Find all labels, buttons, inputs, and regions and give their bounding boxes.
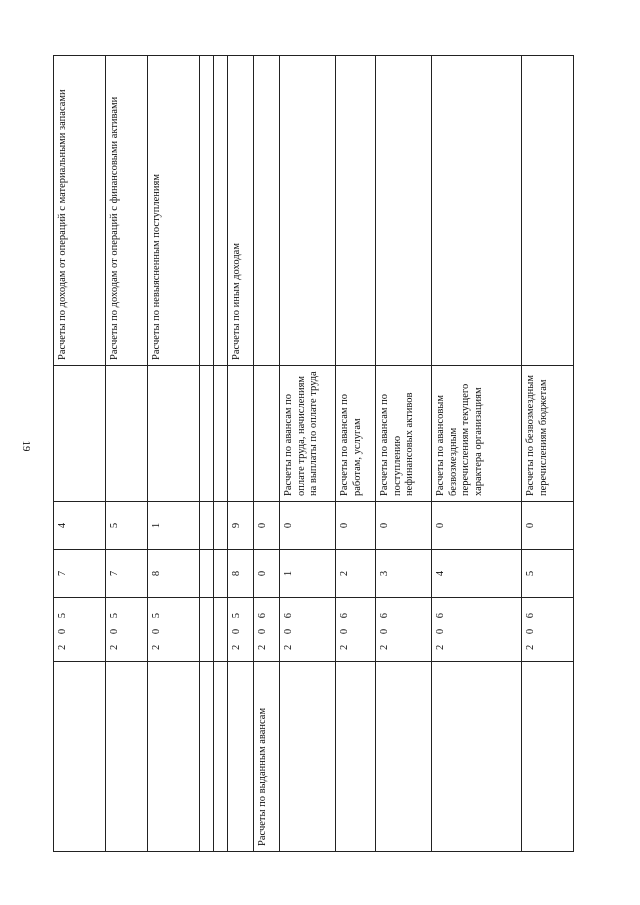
digit-cell: 0: [376, 502, 432, 550]
account-cell: [254, 56, 280, 366]
account-cell: [376, 56, 432, 366]
digit-cell: 0: [254, 550, 280, 598]
code-cell: 2 0 6: [254, 598, 280, 662]
analytic-cell: [228, 366, 254, 502]
account-cell: [280, 56, 336, 366]
table-row: [376, 56, 432, 852]
table-row: [228, 56, 254, 852]
digit-cell: 5: [522, 550, 574, 598]
digit-cell: [200, 502, 214, 550]
table-row: [280, 56, 336, 852]
group-cell: [336, 662, 376, 852]
digit-cell: 9: [228, 502, 254, 550]
table-row: [148, 56, 200, 852]
group-cell: [214, 662, 228, 852]
account-cell: [522, 56, 574, 366]
digit-cell: 8: [148, 550, 200, 598]
digit-cell: 7: [106, 550, 148, 598]
analytic-cell: Расчеты по авансам по поступлению нефинансовых активов: [376, 366, 432, 502]
analytic-cell: Расчеты по безвозмездным перечислениям бюджетам: [522, 366, 574, 502]
analytic-cell: [254, 366, 280, 502]
group-cell: [106, 662, 148, 852]
account-cell: Расчеты по иным доходам: [228, 56, 254, 366]
analytic-cell: Расчеты по авансам по оплате труда, начислениям на выплаты по оплате труда: [280, 366, 336, 502]
code-cell: [200, 598, 214, 662]
code-cell: [214, 598, 228, 662]
analytic-cell: [106, 366, 148, 502]
accounts-table: [53, 55, 574, 852]
table-row: [432, 56, 522, 852]
digit-cell: 0: [254, 502, 280, 550]
group-cell: [148, 662, 200, 852]
digit-cell: 0: [522, 502, 574, 550]
digit-cell: 3: [376, 550, 432, 598]
group-cell: [228, 662, 254, 852]
code-cell: 2 0 5: [54, 598, 106, 662]
group-cell: [522, 662, 574, 852]
account-cell: Расчеты по доходам от операций с финансовыми активами: [106, 56, 148, 366]
table-row: [54, 56, 106, 852]
account-cell: [200, 56, 214, 366]
analytic-cell: [214, 366, 228, 502]
table-row: [214, 56, 228, 852]
code-cell: 2 0 6: [336, 598, 376, 662]
code-cell: 2 0 6: [522, 598, 574, 662]
account-cell: Расчеты по невыясненным поступлениям: [148, 56, 200, 366]
digit-cell: 0: [336, 502, 376, 550]
digit-cell: 7: [54, 550, 106, 598]
digit-cell: 0: [432, 502, 522, 550]
code-cell: 2 0 5: [148, 598, 200, 662]
table-row: [106, 56, 148, 852]
digit-cell: 4: [432, 550, 522, 598]
digit-cell: [200, 550, 214, 598]
code-cell: 2 0 5: [106, 598, 148, 662]
group-cell: [376, 662, 432, 852]
account-cell: Расчеты по доходам от операций с материальными запасами: [54, 56, 106, 366]
code-cell: 2 0 5: [228, 598, 254, 662]
analytic-cell: [200, 366, 214, 502]
table-row: [522, 56, 574, 852]
analytic-cell: Расчеты по авансовым безвозмездным перечислениям текущего характера организациям: [432, 366, 522, 502]
digit-cell: 1: [148, 502, 200, 550]
account-cell: [336, 56, 376, 366]
group-cell: [432, 662, 522, 852]
digit-cell: 0: [280, 502, 336, 550]
table-row: [200, 56, 214, 852]
digit-cell: 5: [106, 502, 148, 550]
digit-cell: 2: [336, 550, 376, 598]
digit-cell: [214, 502, 228, 550]
table-row: [254, 56, 280, 852]
group-cell: Расчеты по выданным авансам: [254, 662, 280, 852]
group-cell: [280, 662, 336, 852]
code-cell: 2 0 6: [432, 598, 522, 662]
analytic-cell: [148, 366, 200, 502]
digit-cell: 4: [54, 502, 106, 550]
analytic-cell: [54, 366, 106, 502]
digit-cell: [214, 550, 228, 598]
code-cell: 2 0 6: [376, 598, 432, 662]
code-cell: 2 0 6: [280, 598, 336, 662]
analytic-cell: Расчеты по авансам по работам, услугам: [336, 366, 376, 502]
account-cell: [432, 56, 522, 366]
group-cell: [54, 662, 106, 852]
rotated-table-container: [53, 56, 573, 852]
group-cell: [200, 662, 214, 852]
table-row: [336, 56, 376, 852]
digit-cell: 8: [228, 550, 254, 598]
account-cell: [214, 56, 228, 366]
digit-cell: 1: [280, 550, 336, 598]
page-number: 19: [20, 440, 32, 452]
